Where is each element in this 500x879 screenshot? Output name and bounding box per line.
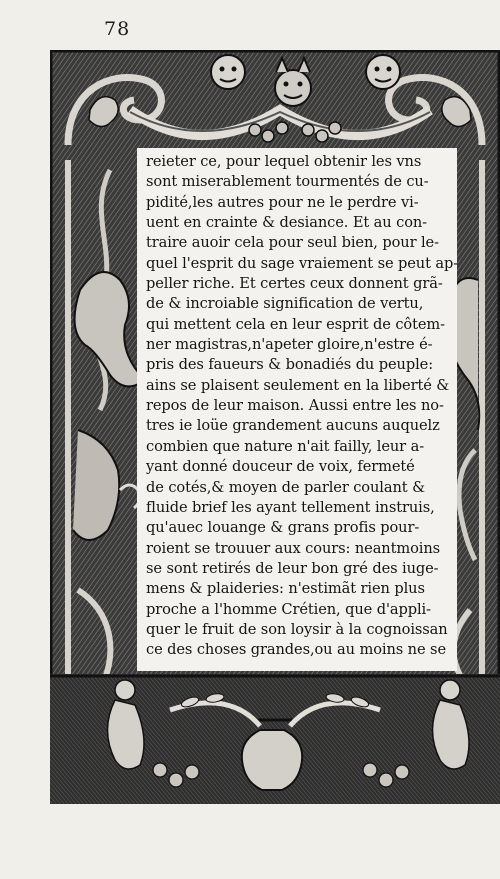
page-number: 78 xyxy=(104,18,131,40)
text-line: ner magistras,n'apeter gloire,n'estre é- xyxy=(146,336,433,354)
text-line: traire auoir cela pour seul bien, pour le- xyxy=(146,234,439,252)
text-line: uent en crainte & desiance. Et au con- xyxy=(146,214,428,232)
text-line: pris des faueurs & bonadiés du peuple: xyxy=(146,356,434,374)
bottom-ornament-band xyxy=(50,674,500,804)
text-line: ce des choses grandes,ou au moins ne se xyxy=(146,641,446,659)
text-line: yant donné douceur de voix, fermeté xyxy=(146,458,415,476)
text-line: tres ie loüe grandement aucuns auquelz xyxy=(146,417,440,435)
text-line: qu'auec louange & grans profis pour- xyxy=(146,519,420,537)
text-line: qui mettent cela en leur esprit de côtem- xyxy=(146,315,445,333)
text-line: se sont retirés de leur bon gré des iuge- xyxy=(146,559,439,577)
text-line: roient se trouuer aux cours: neantmoins xyxy=(146,539,441,557)
text-line: proche a l'homme Crétien, que d'appli- xyxy=(146,600,431,618)
text-line: combien que nature n'ait failly, leur a- xyxy=(146,437,425,455)
text-line: de & incroiable signification de vertu, xyxy=(146,295,424,313)
text-line: mens & plaideries: n'estimãt rien plus xyxy=(146,580,425,598)
text-line: de cotés,& moyen de parler coulant & xyxy=(146,478,425,496)
text-line: repos de leur maison. Aussi entre les no- xyxy=(146,397,444,415)
text-line: sont miserablement tourmentés de cu- xyxy=(146,173,429,191)
text-line: reieter ce, pour lequel obtenir les vns xyxy=(146,153,422,170)
text-line: ains se plaisent seulement en la liberté & xyxy=(146,376,450,394)
text-line: fluide brief les ayant tellement instruis, xyxy=(146,498,435,516)
body-text xyxy=(146,152,458,661)
text-line: pidité,les autres pour ne le perdre vi- xyxy=(146,193,419,211)
text-line: quel l'esprit du sage vraiement se peut ap- xyxy=(146,254,459,272)
text-line: peller riche. Et certes ceux donnent grã- xyxy=(146,275,443,293)
text-line: quer le fruit de son loysir à la cognoissan xyxy=(146,620,448,638)
